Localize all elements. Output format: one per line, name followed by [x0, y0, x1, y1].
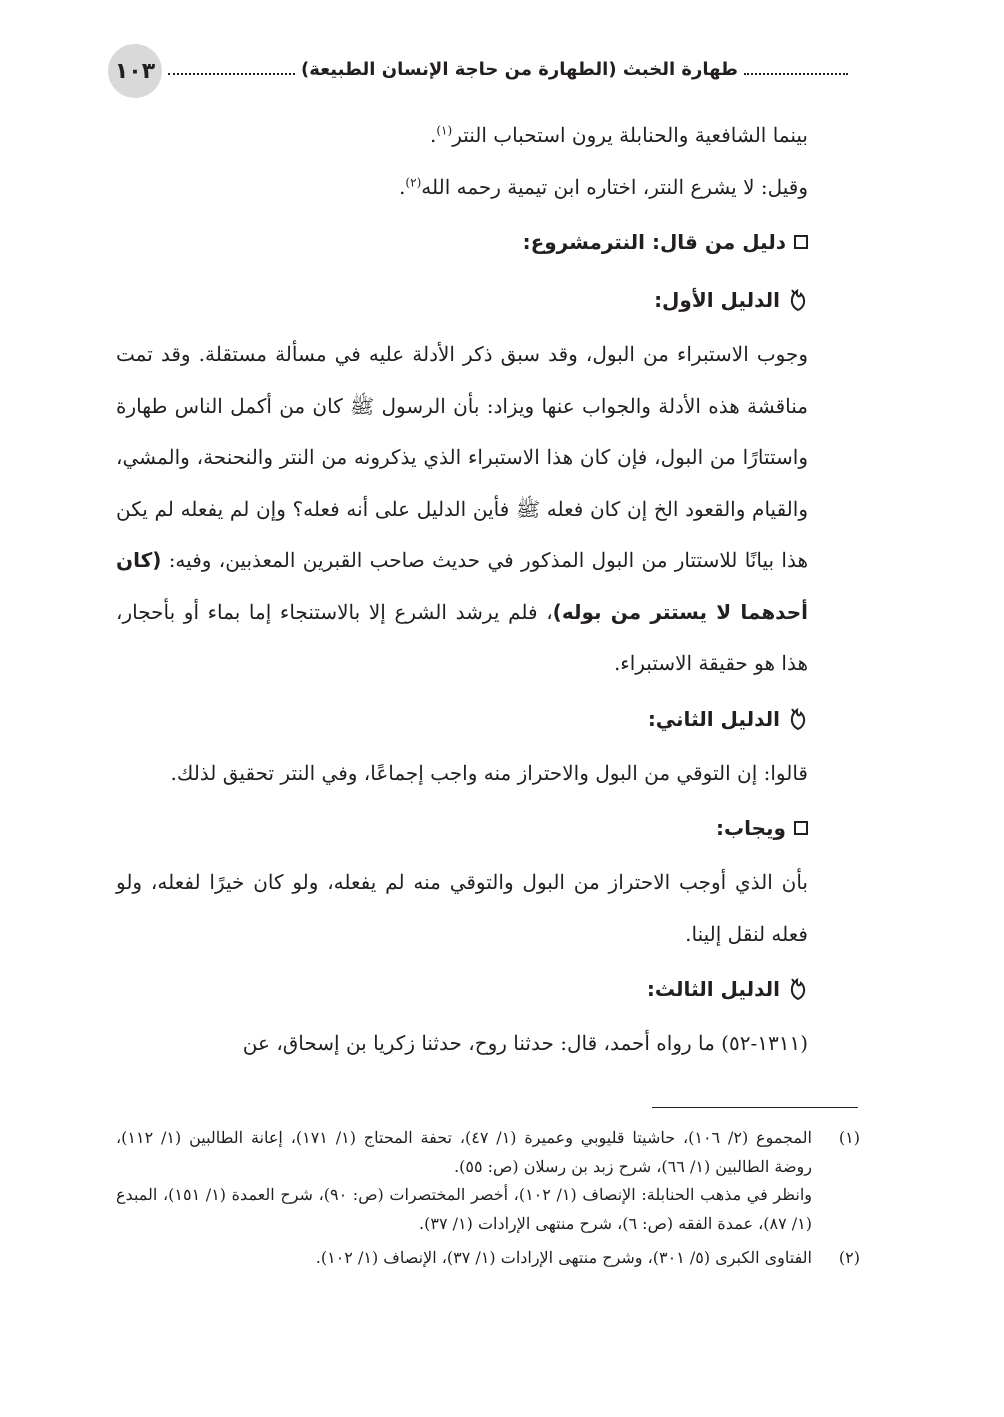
running-title: طهارة الخبث (الطهارة من حاجة الإنسان الطبيعة): [300, 58, 738, 80]
heading-third-evidence: الدليل الثالث:: [116, 960, 808, 1018]
footnote-number: (١): [838, 1128, 860, 1147]
running-title-row: [168, 54, 848, 84]
paragraph-5: بأن الذي أوجب الاحتراز من البول والتوقي منه لم يفعله، ولو كان خيرًا لفعله، ولو فعله لنقل إلينا.: [116, 870, 809, 946]
paragraph-4: قالوا: إن التوقي من البول والاحتراز منه واجب إجماعًا، وفي النتر تحقيق لذلك.: [170, 760, 808, 785]
running-header: [108, 44, 848, 96]
footnote-ref-1[interactable]: (١): [436, 123, 453, 138]
footnote-2: [116, 1244, 860, 1273]
heading-response: ويجاب:: [116, 799, 808, 857]
footnote-line: وانظر في مذهب الحنابلة: الإنصاف (١/ ١٠٢)، أخصر المختصرات (ص: ٩٠)، شرح العمدة (١/ ١٥١)، المبدع (١/ ٨٧)، عمدة الفقه (ص: ٦)، شرح منتهى الإرادات (١/ ٣٧).: [116, 1185, 813, 1233]
heading-second-evidence: الدليل الثاني:: [116, 690, 808, 748]
leaf-ornament-icon: [788, 978, 808, 1000]
paragraph-3: وجوب الاستبراء من البول، وقد سبق ذكر الأدلة عليه في مسألة مستقلة. وقد تمت مناقشة هذه الأدلة والجواب عنها ويزاد: بأن الرسول ﷺ كان من أكمل الناس طهارة واستتارًا من البول، فإن كان هذا الاستبراء الذي يذكرونه من النتر والنحنحة، والمشي، والقيام والقعود الخ إن كان فعله ﷺ فأين الدليل على أنه فعله؟ وإن لم يفعله لم يكن هذا بيانًا للاستتار من البول المذكور في حديث صاحب القبرين المعذبين، وفيه: (كان أحدهما لا يستتر من بوله)، فلم يرشد الشرع إلا بالاستنجاء إما بماء أو بأحجار، هذا هو حقيقة الاستبراء.: [116, 342, 809, 675]
footnote-line: المجموع (٢/ ١٠٦)، حاشيتا قليوبي وعميرة (١/ ٤٧)، تحفة المحتاج (١/ ١٧١)، إعانة الطالبين (١/ ١١٢)، روضة الطالبين (١/ ٦٦)، شرح زبد بن رسلان (ص: ٥٥).: [116, 1128, 813, 1176]
paragraph-1: بينما الشافعية والحنابلة يرون استحباب النتر$^{(١)}$.: [430, 123, 808, 147]
footnote-separator: [652, 1107, 858, 1108]
main-text: [116, 110, 808, 1070]
paragraph-6: (١٣١١-٥٢) ما رواه أحمد، قال: حدثنا روح، حدثنا زكريا بن إسحاق، عن: [242, 1031, 808, 1055]
footnote-number: (٢): [838, 1248, 860, 1267]
footnote-1: [116, 1124, 860, 1238]
footnote-ref-2[interactable]: (٢): [405, 174, 422, 189]
square-bullet-icon: [794, 821, 808, 835]
footnotes: [116, 1124, 860, 1279]
heading-first-evidence: الدليل الأول:: [116, 271, 808, 329]
leader-dots-left: [168, 73, 295, 75]
paragraph-2: وقيل: لا يشرع النتر، اختاره ابن تيمية رحمه الله$^{(٢)}$.: [399, 174, 808, 199]
leaf-ornament-icon: [788, 289, 808, 311]
section-heading-evidence: دليل من قال: النترمشروع:: [116, 213, 808, 271]
footnote-line: الفتاوى الكبرى (٥/ ٣٠١)، وشرح منتهى الإرادات (١/ ٣٧)، الإنصاف (١/ ١٠٢).: [315, 1248, 812, 1267]
page-number-badge: ١٠٣: [108, 44, 162, 98]
square-bullet-icon: [794, 235, 808, 249]
hadith-quote: (كان أحدهما لا يستتر من بوله): [116, 548, 809, 624]
leader-dots-right: [744, 73, 848, 75]
leaf-ornament-icon: [788, 708, 808, 730]
